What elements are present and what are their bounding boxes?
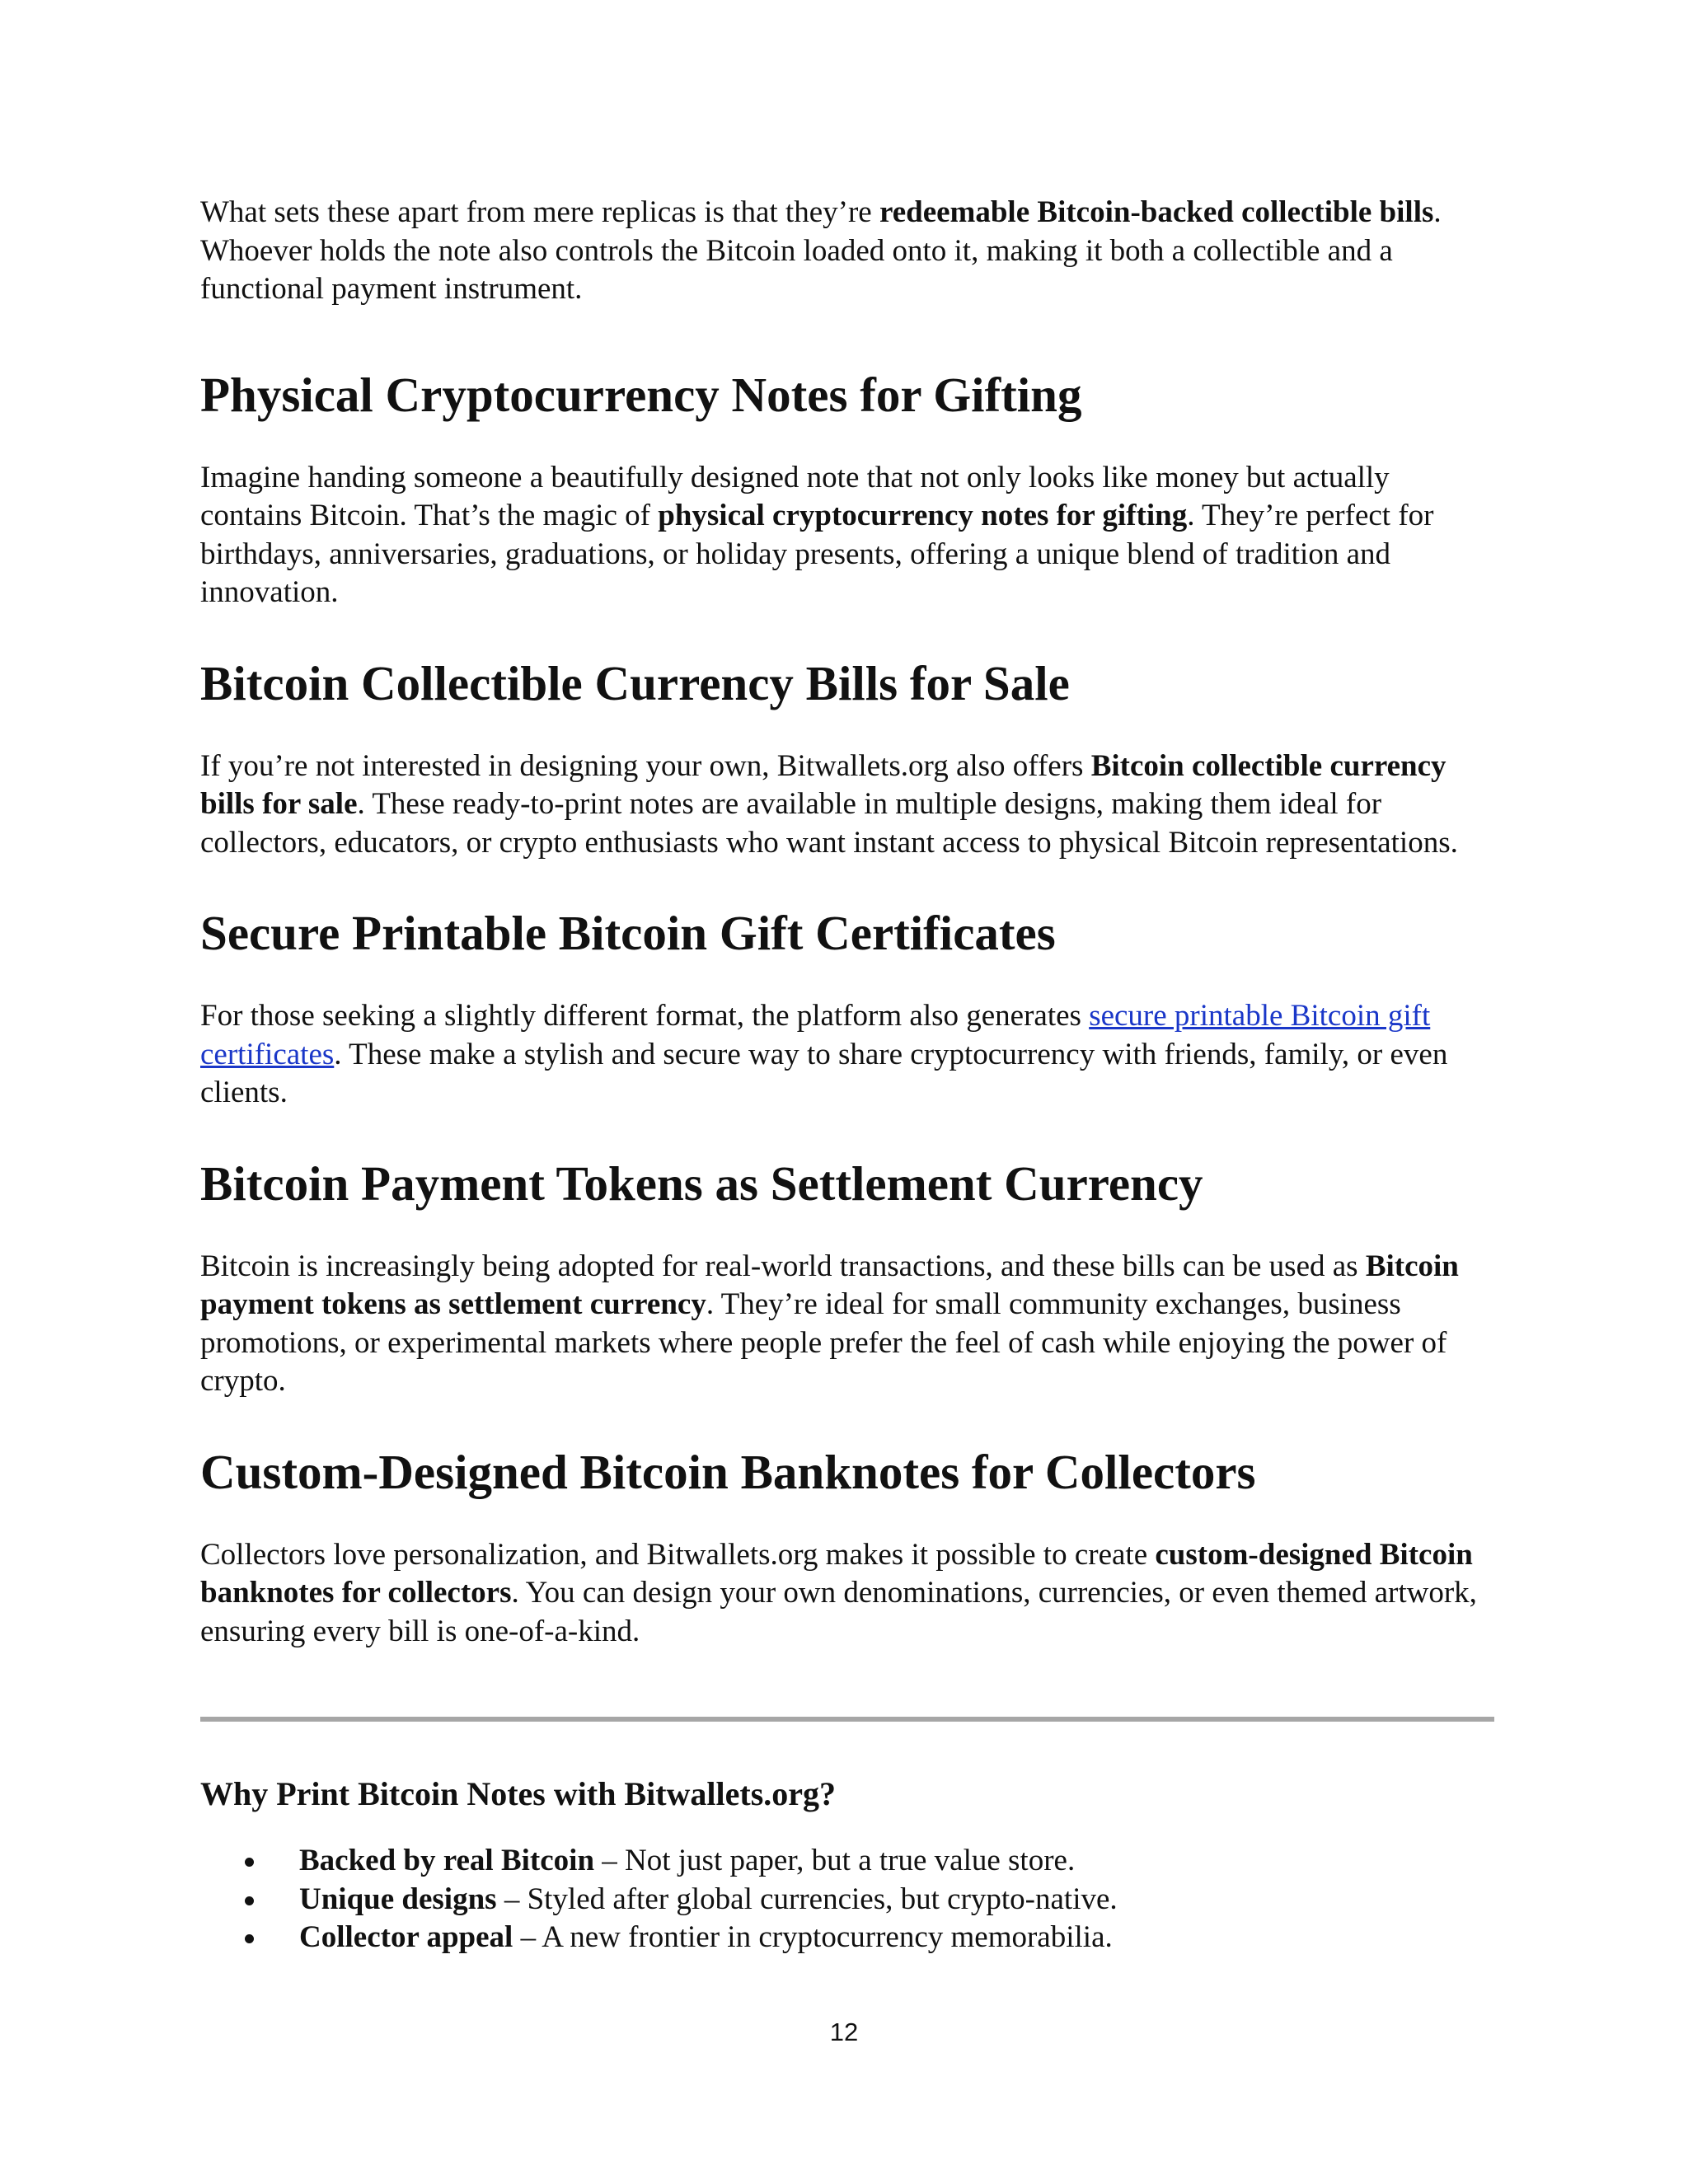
heading-why-print: Why Print Bitcoin Notes with Bitwallets.org? bbox=[200, 1775, 837, 1812]
gift-certificates-link[interactable]: secure printable Bitcoin gift certificates bbox=[200, 999, 1431, 1071]
paragraph-payment-tokens bbox=[200, 1248, 1494, 1401]
heading-payment-tokens: Bitcoin Payment Tokens as Settlement Currency bbox=[200, 1155, 1203, 1211]
list-item-text: – Not just paper, but a true value store. bbox=[594, 1844, 1076, 1877]
intro-bold-phrase: redeemable Bitcoin-backed collectible bills bbox=[879, 195, 1434, 229]
for-sale-text: If you’re not interested in designing your own, Bitwallets.org also offers bbox=[200, 748, 1091, 783]
gifting-bold-phrase: physical cryptocurrency notes for gifting bbox=[658, 499, 1188, 532]
custom-banknotes-bold-phrase: custom-designed Bitcoin banknotes for collectors bbox=[200, 1537, 1473, 1610]
list-item-text: – Styled after global currencies, but crypto-native. bbox=[496, 1882, 1118, 1916]
list-item-bold: Backed by real Bitcoin bbox=[299, 1844, 595, 1877]
heading-gifting: Physical Cryptocurrency Notes for Gifting bbox=[200, 367, 1082, 422]
gift-certificates-text: For those seeking a slightly different format, the platform also generates bbox=[200, 999, 1090, 1033]
list-item-text: – A new frontier in cryptocurrency memorabilia. bbox=[513, 1920, 1113, 1954]
page-number: 12 bbox=[829, 2018, 859, 2046]
intro-text-continued: . Whoever holds the note also controls the Bitcoin loaded onto it, making it both a collectible and a functional payment instrument. bbox=[200, 195, 1442, 306]
heading-for-sale: Bitcoin Collectible Currency Bills for Sale bbox=[200, 655, 1070, 710]
paragraph-for-sale bbox=[200, 748, 1494, 863]
list-item-bold: Collector appeal bbox=[299, 1920, 513, 1954]
custom-banknotes-text-continued: . You can design your own denominations, currencies, or even themed artwork, ensuring every bill is one-of-a-kind. bbox=[200, 1576, 1477, 1648]
bullet-icon bbox=[245, 1934, 254, 1943]
intro-text: What sets these apart from mere replicas is that they’re bbox=[200, 195, 879, 229]
heading-custom-banknotes: Custom-Designed Bitcoin Banknotes for Collectors bbox=[200, 1444, 1256, 1499]
why-bullet-list bbox=[200, 1842, 1494, 1957]
gifting-text: Imagine handing someone a beautifully designed note that not only looks like money but actually contains Bitcoin. That’s the magic of bbox=[200, 460, 1390, 532]
gifting-text-continued: . They’re perfect for birthdays, anniversaries, graduations, or holiday presents, offering a unique blend of tradition and innovation. bbox=[200, 499, 1434, 609]
list-item bbox=[200, 1842, 1494, 1881]
paragraph-gifting bbox=[200, 459, 1494, 612]
payment-tokens-text-continued: . They’re ideal for small community exchanges, business promotions, or experimental markets where people prefer the feel of cash while enjoying the power of crypto. bbox=[200, 1287, 1447, 1398]
bullet-icon bbox=[245, 1858, 254, 1867]
paragraph-gift-certificates bbox=[200, 997, 1494, 1113]
list-item-bold: Unique designs bbox=[299, 1882, 497, 1916]
list-item bbox=[200, 1919, 1494, 1957]
paragraph-custom-banknotes bbox=[200, 1536, 1494, 1652]
gift-certificates-text-continued: . These make a stylish and secure way to share cryptocurrency with friends, family, or even clients. bbox=[200, 1037, 1448, 1109]
page-content bbox=[200, 194, 1494, 1957]
custom-banknotes-text: Collectors love personalization, and Bitwallets.org makes it possible to create bbox=[200, 1537, 1156, 1572]
for-sale-text-continued: . These ready-to-print notes are available in multiple designs, making them ideal for collectors, educators, or crypto enthusiasts who want instant access to physical Bitcoin representations. bbox=[200, 787, 1458, 860]
bullet-icon bbox=[245, 1896, 254, 1905]
payment-tokens-text: Bitcoin is increasingly being adopted for real-world transactions, and these bills can be used as bbox=[200, 1249, 1366, 1283]
list-item bbox=[200, 1881, 1494, 1919]
intro-paragraph bbox=[200, 194, 1494, 309]
heading-gift-certificates: Secure Printable Bitcoin Gift Certificates bbox=[200, 906, 1056, 960]
payment-tokens-bold-phrase: Bitcoin payment tokens as settlement currency bbox=[200, 1249, 1459, 1321]
for-sale-bold-phrase: Bitcoin collectible currency bills for sale bbox=[200, 748, 1447, 821]
